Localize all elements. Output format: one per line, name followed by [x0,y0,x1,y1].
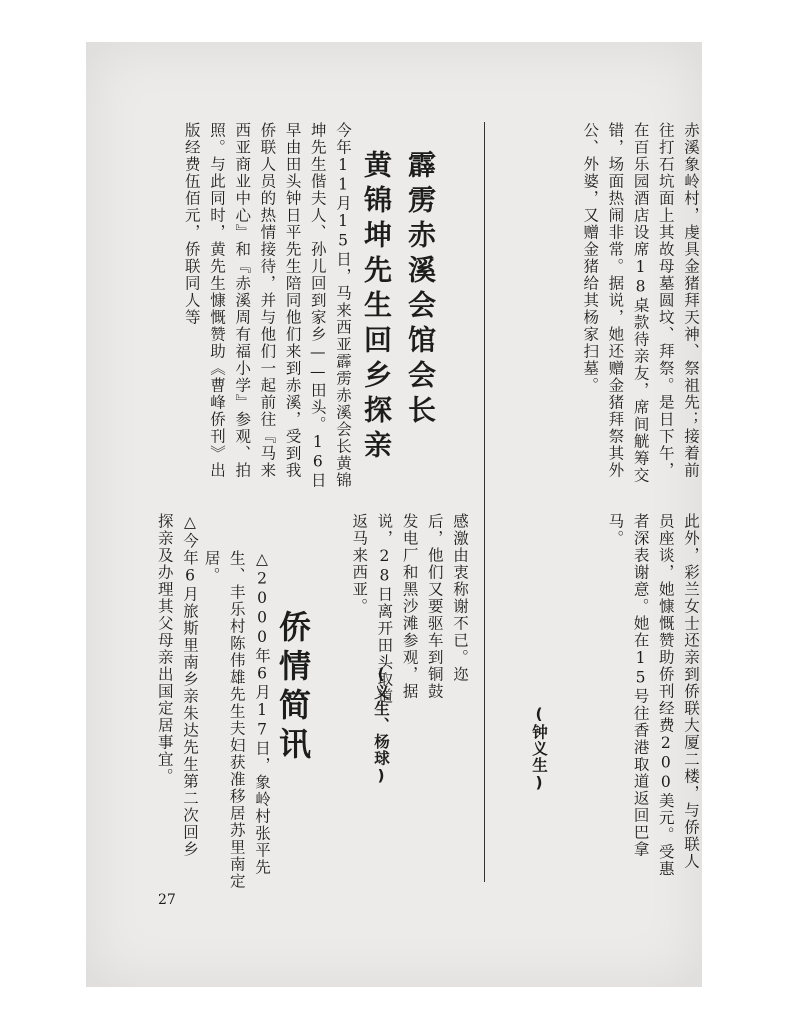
article2-title-line2: 黄锦坤先生回乡探亲 [360,150,393,465]
article3-item1: △2000年6月17日，象岭村张平先生、丰乐村陈伟雄先生夫妇获准移居苏里南定居。 [202,550,271,890]
article2-body-continued: 感激由衷称谢不已。迩后，他们又要驱车到铜鼓发电厂和黑沙滩参观，据说，28日离开田头取道返马来西亚。 [350,513,469,705]
article3-title: 侨情简讯 [274,610,312,766]
column-divider [484,122,485,882]
article3-item2: △今年6月旅斯里南乡亲朱达先生第二次回乡探亲及办理其父母亲出国定居事宜。 [155,513,199,858]
article1-signature: (钟义生) [530,705,548,793]
article2-signature: (义生、杨球) [372,665,390,786]
article2-title-line1: 霹雳赤溪会馆会长 [404,150,437,430]
article1-body: 赤溪象岭村，虔具金猪拜天神、祭祖先；接着前往打石坑面上其故母墓圆坟、拜祭。是日下午，在百乐园酒店设席18桌款待亲友，席间觥筹交错，场面热闹非常。据说，她还赠金猪拜祭其外公、外婆，又赠金猪给其杨家扫墓。 [581,122,700,484]
page-number: 27 [158,892,176,908]
article1-body-continued: 此外，彩兰女士还亲到侨联大厦二楼，与侨联人员座谈，她慷慨赞助侨刊经费200美元。受惠者深表谢意。她在15号往香港取道返回巴拿马。 [606,513,700,878]
article2-body: 今年11月15日，马来西亚霹雳赤溪会长黄锦坤先生偕夫人、孙儿回到家乡——田头。16日早由田头钟日平先生陪同他们来到赤溪，受到我侨联人员的热情接待，并与他们一起前往『马来西亚商业中心』和『赤溪周有福小学』参观、拍照。与此同时，黄先生慷慨赞助《曹峰侨刊》出版经费伍佰元，侨联同人等 [182,122,352,489]
